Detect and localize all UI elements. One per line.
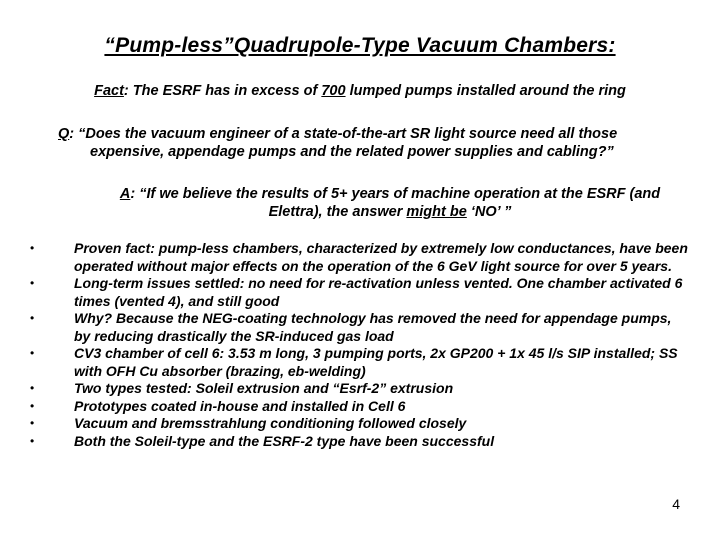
bullet-marker: •: [30, 398, 35, 413]
fact-text-after: lumped pumps installed around the ring: [345, 83, 626, 99]
fact-text-before: : The ESRF has in excess of: [123, 83, 322, 99]
bullet-item: [30, 398, 690, 416]
bullet-marker: •: [30, 276, 35, 290]
answer-label: A: [119, 186, 131, 202]
answer-block: [0, 185, 720, 221]
bullet-text: Proven fact: pump-less chambers, characterized by extremely low conductances, have been operated without major effects on the operation of the 6 GeV light source for over 5 years.: [74, 240, 688, 274]
bullet-text: Prototypes coated in-house and installed in Cell 6: [74, 397, 406, 414]
bullet-marker: •: [30, 433, 35, 448]
bullet-text: Both the Soleil-type and the ESRF-2 type have been successful: [74, 432, 495, 449]
bullet-text: Vacuum and bremsstrahlung conditioning followed closely: [74, 415, 467, 431]
bullet-item: [30, 310, 690, 345]
bullet-marker: •: [30, 311, 35, 325]
bullet-text: CV3 chamber of cell 6: 3.53 m long, 3 pumping ports, 2x GP200 + 1x 45 l/s SIP installed; SS with OFH Cu absorber (brazing, eb-welding): [74, 345, 678, 379]
bullet-item: [30, 433, 690, 451]
answer-line1: : “If we believe the results of 5+ years of machine operation at the ESRF (and: [130, 186, 661, 202]
fact-label: Fact: [94, 83, 124, 99]
bullet-item: [30, 345, 690, 380]
answer-line2-after: ‘NO’ ”: [466, 204, 512, 220]
question-label: Q: [58, 126, 70, 142]
bullet-item: [30, 275, 690, 310]
bullet-marker: •: [30, 381, 35, 395]
bullet-item: [30, 380, 690, 398]
bullet-text: Two types tested: Soleil extrusion and “Esrf-2” extrusion: [74, 380, 454, 396]
question-block: [58, 125, 698, 161]
answer-emphasis: might be: [406, 204, 467, 220]
bullet-marker: •: [30, 346, 35, 360]
question-line2: expensive, appendage pumps and the related power supplies and cabling?”: [90, 144, 614, 160]
bullet-marker: •: [30, 416, 35, 430]
page-number: 4: [672, 496, 680, 512]
question-line1: : “Does the vacuum engineer of a state-of-the-art SR light source need all those: [69, 126, 618, 142]
bullet-text: Why? Because the NEG-coating technology has removed the need for appendage pumps, by reducing drastically the SR-induced gas load: [74, 310, 672, 344]
bullet-list: [30, 240, 690, 450]
slide-title: “Pump-less”Quadrupole-Type Vacuum Chambers:: [104, 34, 616, 57]
fact-number: 700: [321, 83, 346, 99]
bullet-item: [30, 240, 690, 275]
bullet-text: Long-term issues settled: no need for re-activation unless vented. One chamber activated 6 times (vented 4), and still good: [74, 275, 683, 309]
bullet-item: [30, 415, 690, 433]
answer-line2-before: Elettra), the answer: [268, 204, 407, 220]
fact-line: [0, 82, 720, 100]
bullet-marker: •: [30, 241, 35, 255]
